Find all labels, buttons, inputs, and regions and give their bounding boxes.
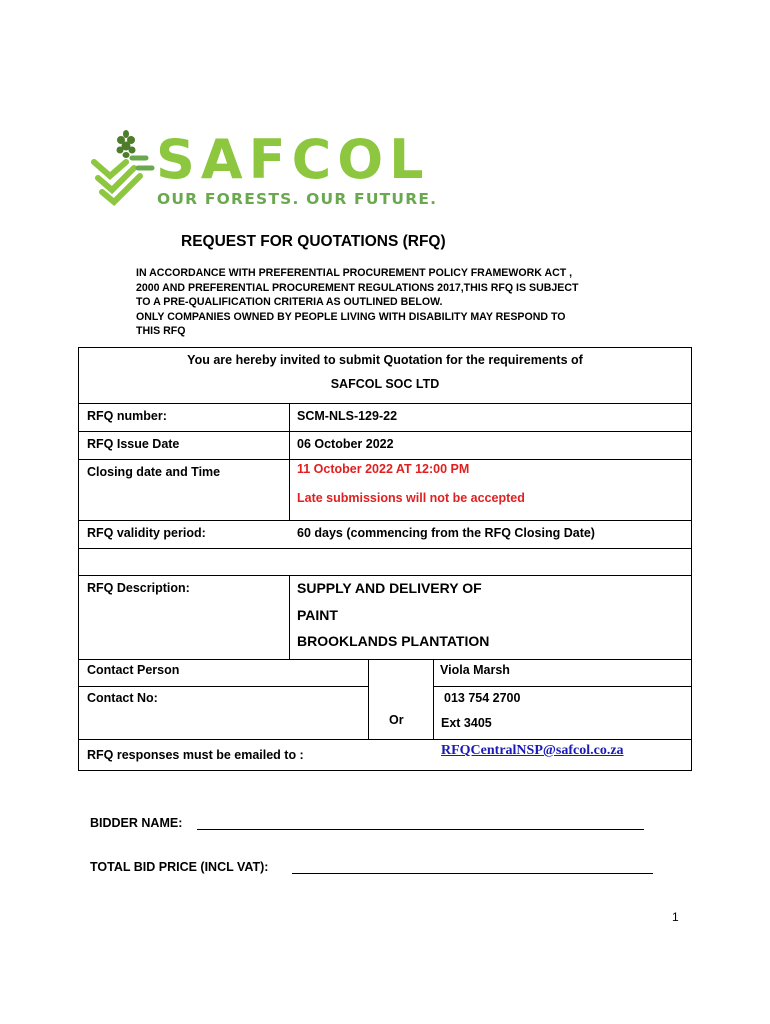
or-label: Or bbox=[389, 713, 404, 727]
bidder-name-label: BIDDER NAME: bbox=[90, 816, 183, 830]
rfq-number-value: SCM-NLS-129-22 bbox=[297, 409, 398, 423]
issue-date-label: RFQ Issue Date bbox=[87, 437, 180, 451]
contact-person-label: Contact Person bbox=[87, 663, 180, 677]
contact-person-value: Viola Marsh bbox=[440, 663, 510, 677]
issue-date-value: 06 October 2022 bbox=[297, 437, 394, 451]
pine-cone-chevron-icon bbox=[88, 128, 158, 210]
validity-value: 60 days (commencing from the RFQ Closing Date) bbox=[297, 526, 595, 540]
invite-text: You are hereby invited to submit Quotation for the requirements of bbox=[187, 353, 583, 367]
validity-label: RFQ validity period: bbox=[87, 526, 206, 540]
logo-tagline: OUR FORESTS. OUR FUTURE. bbox=[157, 190, 438, 208]
rfq-number-label: RFQ number: bbox=[87, 409, 167, 423]
total-bid-line[interactable] bbox=[292, 873, 653, 874]
description-label: RFQ Description: bbox=[87, 581, 190, 595]
intro-paragraph bbox=[136, 266, 681, 339]
description-line: BROOKLANDS PLANTATION bbox=[297, 633, 490, 649]
document-title: REQUEST FOR QUOTATIONS (RFQ) bbox=[181, 233, 446, 250]
page-number: 1 bbox=[672, 910, 679, 924]
email-label: RFQ responses must be emailed to : bbox=[87, 748, 304, 762]
issuer-name: SAFCOL SOC LTD bbox=[330, 377, 440, 391]
description-line: PAINT bbox=[297, 607, 338, 623]
closing-date-value: 11 October 2022 AT 12:00 PM bbox=[297, 462, 470, 476]
email-link[interactable]: RFQCentralNSP@safcol.co.za bbox=[441, 743, 624, 758]
description-line: SUPPLY AND DELIVERY OF bbox=[297, 580, 482, 596]
closing-date-label: Closing date and Time bbox=[87, 465, 221, 479]
rfq-details-table bbox=[78, 347, 692, 771]
total-bid-label: TOTAL BID PRICE (INCL VAT): bbox=[90, 860, 269, 874]
intro-line: 2000 AND PREFERENTIAL PROCUREMENT REGULATIONS 2017,THIS RFQ IS SUBJECT bbox=[136, 281, 579, 294]
bidder-name-line[interactable] bbox=[197, 829, 644, 830]
phone-extension: Ext 3405 bbox=[441, 716, 492, 730]
intro-line: IN ACCORDANCE WITH PREFERENTIAL PROCUREMENT POLICY FRAMEWORK ACT , bbox=[136, 267, 573, 279]
logo-wordmark: SAFCOL bbox=[156, 128, 430, 191]
safcol-logo bbox=[88, 128, 438, 210]
contact-no-label: Contact No: bbox=[87, 691, 158, 705]
intro-line: ONLY COMPANIES OWNED BY PEOPLE LIVING WITH DISABILITY MAY RESPOND TO bbox=[136, 310, 566, 323]
phone-number: 013 754 2700 bbox=[444, 691, 521, 705]
late-submission-note: Late submissions will not be accepted bbox=[297, 491, 525, 505]
intro-line: TO A PRE-QUALIFICATION CRITERIA AS OUTLINED BELOW. bbox=[136, 296, 443, 308]
intro-line: THIS RFQ bbox=[136, 325, 186, 337]
